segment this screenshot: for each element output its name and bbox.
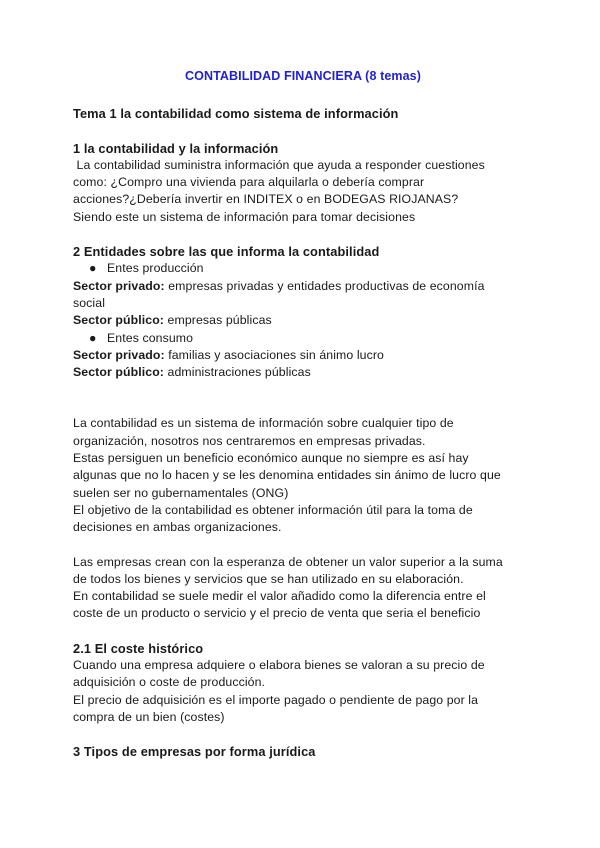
- paragraph-line: decisiones en ambas organizaciones.: [73, 520, 282, 535]
- sector-privado-line: [73, 347, 533, 364]
- section-2-heading: 2 Entidades sobre las que informa la contabilidad: [73, 244, 380, 260]
- sector-text: empresas públicas: [164, 313, 272, 328]
- bullet-dot-icon: ●: [89, 261, 97, 276]
- paragraph-line: Las empresas crean con la esperanza de obtener un valor superior a la suma: [73, 554, 503, 569]
- bullet-entes-consumo: [73, 330, 533, 347]
- section-2-1-line: El precio de adquisición es el importe pagado o pendiente de pago por la: [73, 692, 479, 707]
- sector-label: Sector privado:: [73, 347, 165, 362]
- section-1-line: como: ¿Compro una vivienda para alquilarla o debería comprar: [73, 175, 425, 190]
- paragraph-line: Estas persiguen un beneficio económico aunque no siempre es así hay: [73, 451, 469, 466]
- sector-privado-cont: social: [73, 295, 106, 310]
- section-1-heading: 1 la contabilidad y la información: [73, 140, 279, 156]
- sector-label: Sector público:: [73, 365, 165, 380]
- sector-privado-line: [73, 278, 533, 295]
- section-2-1-line: compra de un bien (costes): [73, 709, 225, 724]
- bullet-entes-produccion: [73, 260, 533, 277]
- tema-heading: Tema 1 la contabilidad como sistema de información: [73, 106, 399, 122]
- section-2-1-line: adquisición o coste de producción.: [73, 675, 266, 690]
- paragraph-line: de todos los bienes y servicios que se han utilizado en su elaboración.: [73, 571, 464, 586]
- bullet-label: Entes producción: [107, 261, 204, 276]
- section-3-heading: 3 Tipos de empresas por forma jurídica: [73, 744, 316, 760]
- bullet-label: Entes consumo: [107, 330, 194, 345]
- paragraph-line: coste de un producto o servicio y el precio de venta que seria el beneficio: [73, 606, 481, 621]
- section-1-line: La contabilidad suministra información que ayuda a responder cuestiones: [73, 157, 485, 172]
- bullet-dot-icon: ●: [89, 330, 97, 345]
- section-1-line: Siendo este un sistema de información para tomar decisiones: [73, 209, 416, 224]
- sector-text: empresas privadas y entidades productivas de economía: [164, 278, 485, 293]
- sector-publico-line: [73, 364, 533, 381]
- section-2-1-line: Cuando una empresa adquiere o elabora bienes se valoran a su precio de: [73, 658, 485, 673]
- sector-text: administraciones públicas: [164, 365, 311, 380]
- paragraph-line: La contabilidad es un sistema de información sobre cualquier tipo de: [73, 416, 454, 431]
- section-1-line: acciones?¿Debería invertir en INDITEX o en BODEGAS RIOJANAS?: [73, 192, 459, 207]
- document-page: [73, 68, 533, 761]
- paragraph-line: suelen ser no gubernamentales (ONG): [73, 485, 289, 500]
- section-2-1-heading: 2.1 El coste histórico: [73, 640, 204, 656]
- paragraph-line: algunas que no lo hacen y se les denomina entidades sin ánimo de lucro que: [73, 468, 501, 483]
- document-title: CONTABILIDAD FINANCIERA (8 temas): [185, 69, 421, 83]
- paragraph-line: organización, nosotros nos centraremos en empresas privadas.: [73, 433, 426, 448]
- sector-text: familias y asociaciones sin ánimo lucro: [164, 347, 384, 362]
- paragraph-line: El objetivo de la contabilidad es obtener información útil para la toma de: [73, 502, 473, 517]
- sector-label: Sector público:: [73, 313, 165, 328]
- sector-publico-line: [73, 312, 533, 329]
- paragraph-line: En contabilidad se suele medir el valor añadido como la diferencia entre el: [73, 589, 486, 604]
- sector-label: Sector privado:: [73, 278, 165, 293]
